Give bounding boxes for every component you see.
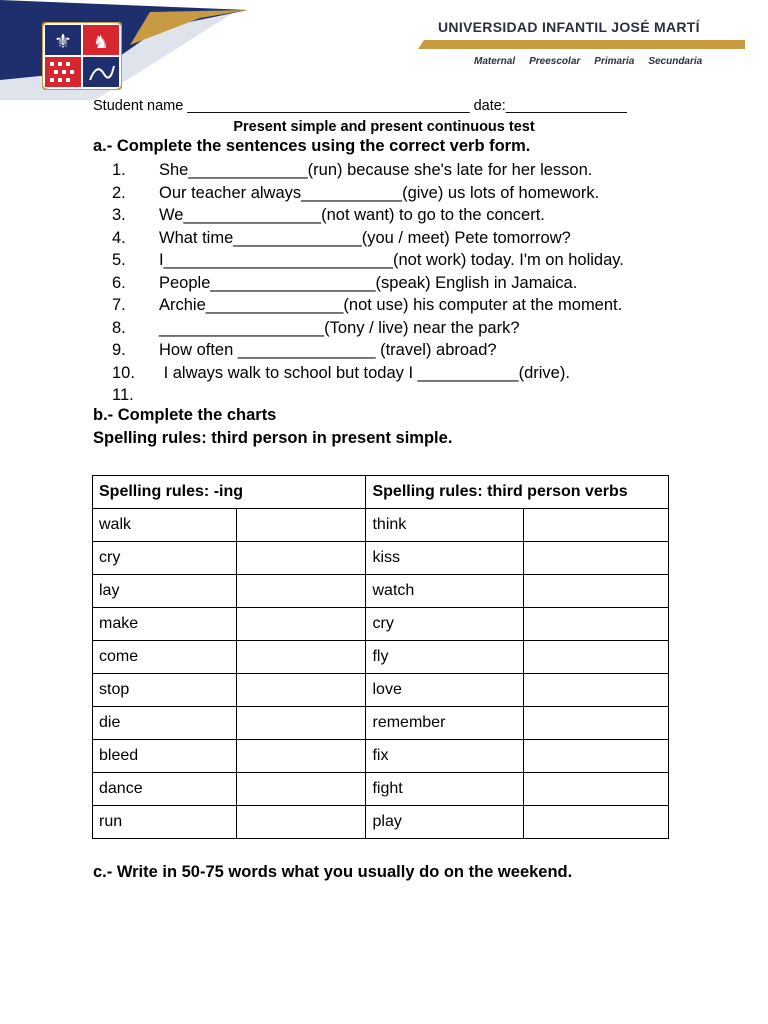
section-c-heading: c.- Write in 50-75 words what you usually do on the weekend. <box>93 863 573 881</box>
ing-verb: die <box>93 707 237 740</box>
svg-text:♞: ♞ <box>92 32 110 53</box>
ing-verb: run <box>93 806 237 839</box>
item-text: I_________________________(not work) today. I'm on holiday. <box>159 251 624 269</box>
section-b-subheading: Spelling rules: third person in present simple. <box>93 429 453 447</box>
svg-text:⚜: ⚜ <box>54 29 72 53</box>
ing-answer-cell[interactable] <box>236 575 366 608</box>
list-item <box>112 159 624 182</box>
list-item <box>112 362 624 385</box>
level-maternal: Maternal <box>474 56 516 67</box>
list-item <box>112 272 624 295</box>
third-person-answer-cell[interactable] <box>524 608 669 641</box>
ing-verb: bleed <box>93 740 237 773</box>
item-number: 6. <box>112 273 126 292</box>
list-item <box>112 227 624 250</box>
ing-answer-cell[interactable] <box>236 773 366 806</box>
table-header-row <box>93 476 669 509</box>
table-row <box>93 806 669 839</box>
level-primaria: Primaria <box>594 56 635 67</box>
table-row <box>93 542 669 575</box>
ing-answer-cell[interactable] <box>236 542 366 575</box>
third-person-verb: love <box>366 674 524 707</box>
third-person-answer-cell[interactable] <box>524 509 669 542</box>
school-name: UNIVERSIDAD INFANTIL JOSÉ MARTÍ <box>438 19 700 35</box>
third-person-answer-cell[interactable] <box>524 575 669 608</box>
item-number: 3. <box>112 206 126 224</box>
table-row <box>93 641 669 674</box>
ing-answer-cell[interactable] <box>236 608 366 641</box>
item-number: 4. <box>112 228 126 247</box>
level-secundaria: Secundaria <box>648 56 703 67</box>
spelling-rules-table <box>92 475 669 839</box>
header-gold-bar <box>418 40 745 49</box>
table-row <box>93 575 669 608</box>
table-row <box>93 707 669 740</box>
list-item <box>112 384 624 407</box>
student-name-date-line: Student name ___________________________________ date:_______________ <box>93 98 627 114</box>
third-person-answer-cell[interactable] <box>524 542 669 575</box>
item-text: What time______________(you / meet) Pete tomorrow? <box>159 228 571 247</box>
item-number: 2. <box>112 183 126 202</box>
list-item <box>112 182 624 205</box>
ing-answer-cell[interactable] <box>236 740 366 773</box>
ing-verb: walk <box>93 509 237 542</box>
ing-verb: cry <box>93 542 237 575</box>
third-person-answer-cell[interactable] <box>524 674 669 707</box>
ing-answer-cell[interactable] <box>236 674 366 707</box>
ing-verb: stop <box>93 674 237 707</box>
ing-answer-cell[interactable] <box>236 707 366 740</box>
item-number: 1. <box>112 161 126 179</box>
ing-verb: make <box>93 608 237 641</box>
third-person-verb: remember <box>366 707 524 740</box>
table-row <box>93 509 669 542</box>
item-number: 8. <box>112 318 126 337</box>
item-text: She_____________(run) because she's late for her lesson. <box>159 161 593 179</box>
ing-verb: come <box>93 641 237 674</box>
item-text: I always walk to school but today I ___________(drive). <box>159 363 570 382</box>
item-text: How often _______________ (travel) abroad? <box>159 341 497 359</box>
header-third-person: Spelling rules: third person verbs <box>366 476 669 509</box>
sentence-list <box>112 159 624 407</box>
third-person-verb: fight <box>366 773 524 806</box>
header-ing: Spelling rules: -ing <box>93 476 366 509</box>
school-levels <box>474 56 702 67</box>
third-person-verb: think <box>366 509 524 542</box>
ing-answer-cell[interactable] <box>236 509 366 542</box>
third-person-verb: play <box>366 806 524 839</box>
item-text: People__________________(speak) English in Jamaica. <box>159 273 578 292</box>
item-number: 10. <box>112 363 135 382</box>
level-preescolar: Preescolar <box>529 56 581 67</box>
third-person-verb: kiss <box>366 542 524 575</box>
third-person-answer-cell[interactable] <box>524 806 669 839</box>
third-person-answer-cell[interactable] <box>524 707 669 740</box>
item-number: 11. <box>112 386 134 404</box>
item-number: 7. <box>112 296 126 314</box>
table-row <box>93 740 669 773</box>
third-person-answer-cell[interactable] <box>524 740 669 773</box>
third-person-verb: fix <box>366 740 524 773</box>
ing-verb: lay <box>93 575 237 608</box>
list-item <box>112 294 624 317</box>
list-item <box>112 204 624 227</box>
section-a-heading: a.- Complete the sentences using the correct verb form. <box>93 137 531 155</box>
header-swoosh <box>0 0 250 110</box>
third-person-verb: watch <box>366 575 524 608</box>
third-person-verb: fly <box>366 641 524 674</box>
ing-verb: dance <box>93 773 237 806</box>
item-number: 9. <box>112 341 126 359</box>
ing-answer-cell[interactable] <box>236 641 366 674</box>
third-person-answer-cell[interactable] <box>524 641 669 674</box>
table-row <box>93 773 669 806</box>
test-title: Present simple and present continuous test <box>233 119 535 135</box>
item-text: Archie_______________(not use) his computer at the moment. <box>159 296 623 314</box>
item-text: We_______________(not want) to go to the concert. <box>159 206 545 224</box>
item-text: Our teacher always___________(give) us lots of homework. <box>159 183 600 202</box>
section-b-heading: b.- Complete the charts <box>93 406 277 424</box>
ing-answer-cell[interactable] <box>236 806 366 839</box>
table-row <box>93 608 669 641</box>
table-row <box>93 674 669 707</box>
school-crest-logo <box>42 22 122 90</box>
list-item <box>112 339 624 362</box>
third-person-verb: cry <box>366 608 524 641</box>
third-person-answer-cell[interactable] <box>524 773 669 806</box>
list-item <box>112 317 624 340</box>
list-item <box>112 249 624 272</box>
item-text: __________________(Tony / live) near the park? <box>159 318 520 337</box>
item-number: 5. <box>112 251 126 269</box>
